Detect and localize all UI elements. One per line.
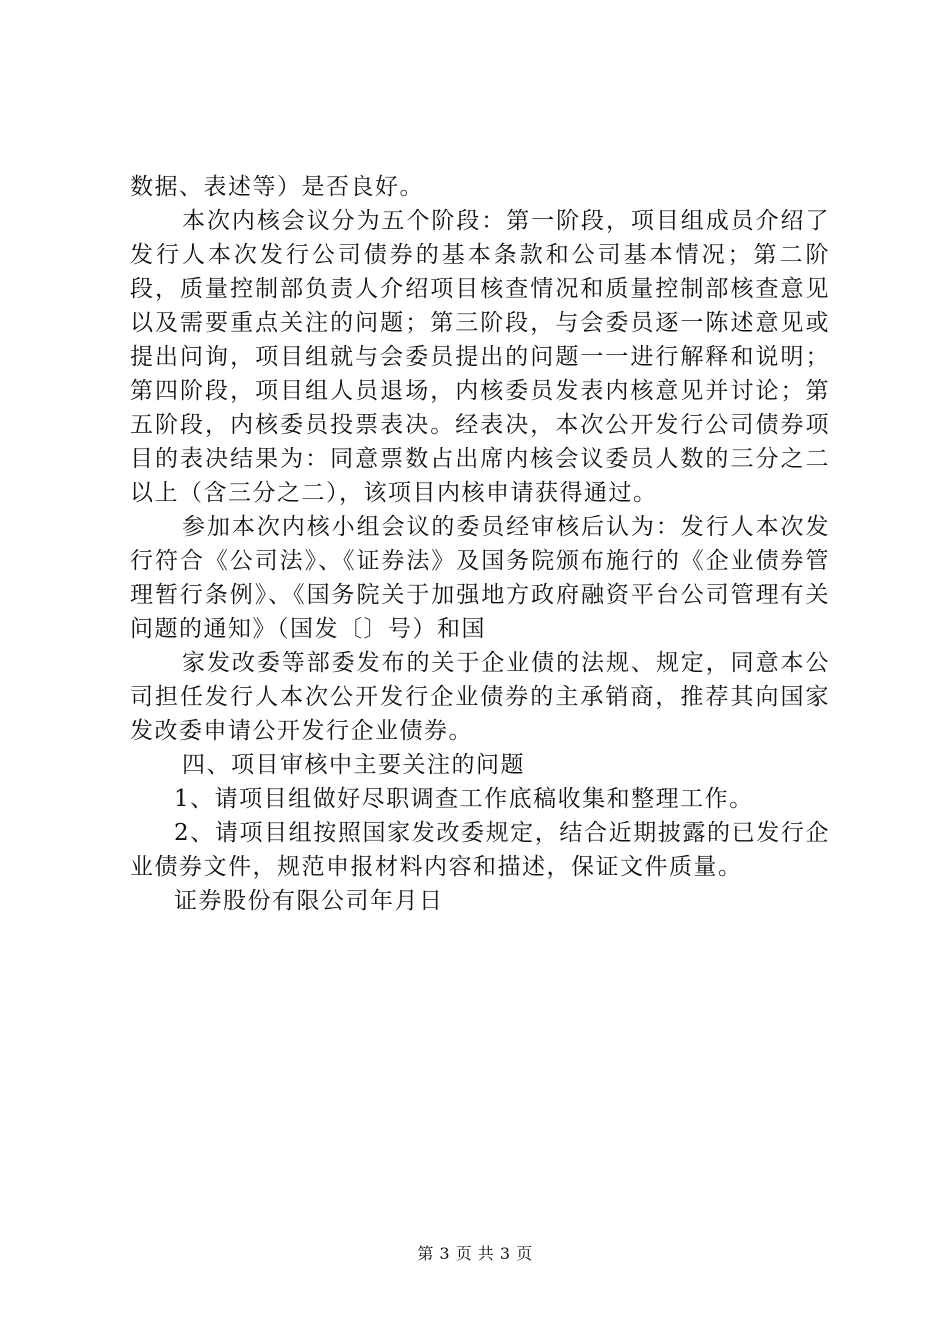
document-body (130, 170, 830, 918)
paragraph-committee-opinion: 参加本次内核小组会议的委员经审核后认为：发行人本次发行符合《公司法》、《证券法》及国务院颁布施行的《企业债券管理暂行条例》、《国务院关于加强地方政府融资平台公司管理有关问题的通知》（国发〔〕号）和国 (130, 514, 830, 642)
paragraph-underwriter-recommendation: 家发改委等部委发布的关于企业债的法规、规定，同意本公司担任发行人本次公开发行企业债券的主承销商，推荐其向国家发改委申请公开发行企业债券。 (130, 650, 830, 744)
section-heading-key-issues: 四、项目审核中主要关注的问题 (182, 752, 525, 778)
signature-line: 证券股份有限公司年月日 (174, 888, 444, 914)
list-item-issue-1: 1、请项目组做好尽职调查工作底稿收集和整理工作。 (174, 786, 754, 812)
paragraph-continuation: 数据、表述等）是否良好。 (130, 174, 424, 200)
list-item-issue-2: 2、请项目组按照国家发改委规定，结合近期披露的已发行企业债券文件，规范申报材料内容和描述，保证文件质量。 (130, 820, 830, 880)
paragraph-meeting-stages: 本次内核会议分为五个阶段：第一阶段，项目组成员介绍了发行人本次发行公司债券的基本条款和公司基本情况；第二阶段，质量控制部负责人介绍项目核查情况和质量控制部核查意见以及需要重点关注的问题；第三阶段，与会委员逐一陈述意见或提出问询，项目组就与会委员提出的问题一一进行解释和说明；第四阶段，项目组人员退场，内核委员发表内核意见并讨论；第五阶段，内核委员投票表决。经表决，本次公开发行公司债券项目的表决结果为：同意票数占出席内核会议委员人数的三分之二以上（含三分之二），该项目内核申请获得通过。 (130, 208, 830, 506)
page-number-footer: 第 3 页 共 3 页 (417, 1244, 533, 1263)
